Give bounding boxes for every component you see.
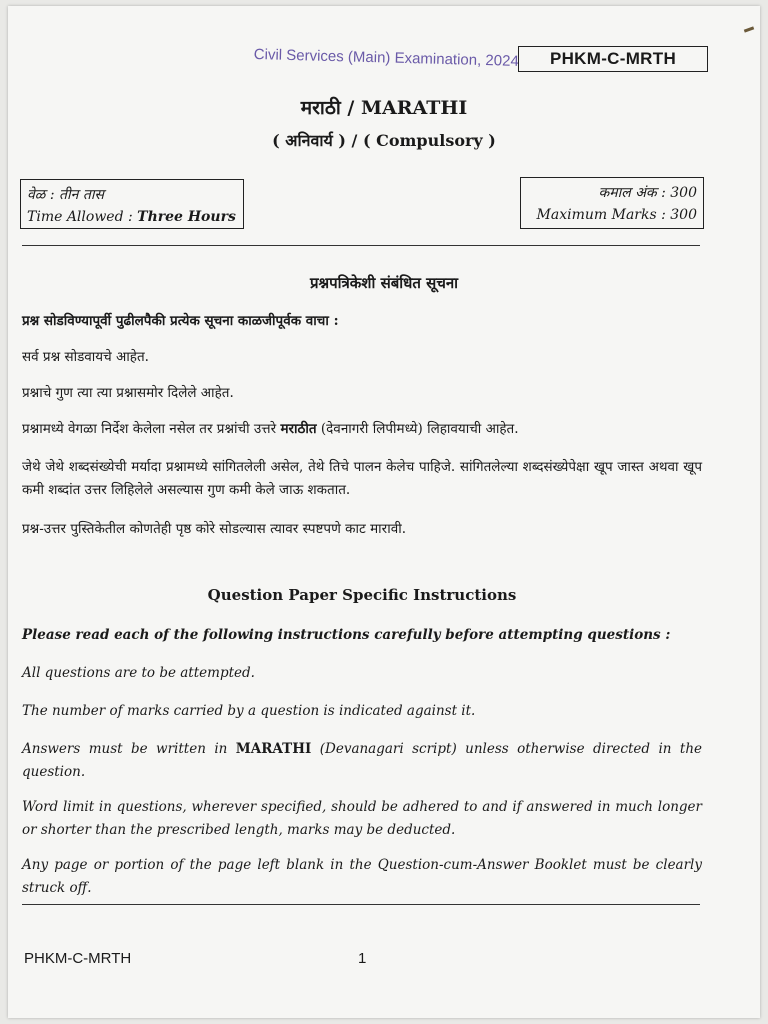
- english-instructions-lead: Please read each of the following instructions carefully before attempting questions :: [22, 627, 671, 643]
- maximum-marks-english: Maximum Marks : 300: [536, 207, 697, 223]
- english-instruction-3: Answers must be written in MARATHI (Devanagari script) unless otherwise directed in the question.: [22, 741, 703, 780]
- marathi-instructions-heading: प्रश्नपत्रिकेशी संबंधित सूचना: [309, 274, 459, 292]
- divider-top: [22, 245, 700, 246]
- compulsory-label: ( अनिवार्य ) / ( Compulsory ): [272, 131, 496, 150]
- time-allowed-marathi: वेळ : तीन तास: [27, 187, 104, 203]
- exam-title-stamp: Civil Services (Main) Examination, 2024: [253, 46, 520, 70]
- marathi-instructions-lead: प्रश्न सोडविण्यापूर्वी पुढीलपैकी प्रत्येक सूचना काळजीपूर्वक वाचा :: [22, 313, 339, 329]
- english-instruction-1: All questions are to be attempted.: [22, 665, 255, 681]
- marathi-instruction-5: प्रश्न-उत्तर पुस्तिकेतील कोणतेही पृष्ठ कोरे सोडल्यास त्यावर स्पष्टपणे काट मारावी.: [22, 521, 406, 537]
- english-instructions-heading: Question Paper Specific Instructions: [207, 586, 517, 604]
- marathi-instruction-2: प्रश्नाचे गुण त्या त्या प्रश्नासमोर दिलेले आहेत.: [22, 385, 234, 401]
- english-instruction-5: Any page or portion of the page left blank in the Question-cum-Answer Booklet must be clearly struck off.: [22, 857, 702, 896]
- exam-page: [8, 6, 760, 1018]
- maximum-marks-box: [520, 177, 704, 229]
- english-instruction-4: Word limit in questions, wherever specified, should be adhered to and if answered in much longer or shorter than the prescribed length, marks may be deducted.: [22, 799, 702, 838]
- ink-mark: [744, 26, 754, 32]
- page-number: 1: [358, 950, 367, 967]
- marathi-instruction-4: जेथे जेथे शब्दसंख्येची मर्यादा प्रश्नामध्ये सांगितलेली असेल, तेथे तिचे पालन केलेच पाहिजे. सांगितलेल्या शब्दसंख्येपेक्षा खूप जास्त अथवा खूप कमी शब्दांत उत्तर लिहिलेले असल्यास गुण कमी केले जाऊ शकतात.: [22, 459, 702, 498]
- time-allowed-box: [20, 179, 244, 229]
- marathi-instruction-1: सर्व प्रश्न सोडवायचे आहेत.: [22, 349, 149, 365]
- footer-paper-code: PHKM-C-MRTH: [24, 950, 132, 967]
- paper-code-box: PHKM-C-MRTH: [518, 46, 708, 72]
- subject-title: मराठी / MARATHI: [300, 97, 468, 119]
- marathi-instruction-3: प्रश्नामध्ये वेगळा निर्देश केलेला नसेल तर प्रश्नांची उत्तरे मराठीत (देवनागरी लिपीमध्ये) लिहावयाची आहेत.: [22, 421, 519, 437]
- time-allowed-english: Time Allowed : Three Hours: [27, 209, 236, 225]
- maximum-marks-marathi: कमाल अंक : 300: [598, 185, 697, 201]
- divider-bottom: [22, 904, 700, 905]
- english-instruction-2: The number of marks carried by a question is indicated against it.: [22, 703, 476, 719]
